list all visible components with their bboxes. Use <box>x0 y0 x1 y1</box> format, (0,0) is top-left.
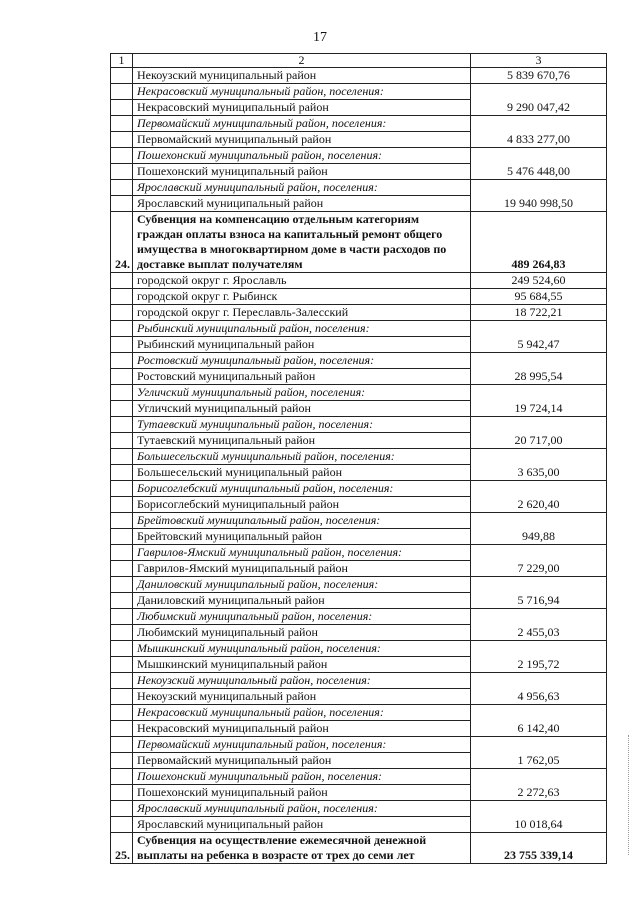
row-amount: 249 524,60 <box>471 273 607 289</box>
row-number <box>111 817 133 833</box>
row-name: Пошехонский муниципальный район <box>133 785 471 801</box>
row-number <box>111 401 133 417</box>
table-row <box>111 561 607 577</box>
row-number <box>111 321 133 337</box>
subgroup-row <box>111 641 607 657</box>
subgroup-row <box>111 84 607 100</box>
row-name: Угличский муниципальный район, поселения: <box>133 385 471 401</box>
row-amount <box>471 321 607 337</box>
row-number: 25. <box>111 833 133 864</box>
row-name: Пошехонский муниципальный район <box>133 164 471 180</box>
table-row <box>111 337 607 353</box>
row-number <box>111 369 133 385</box>
row-name: Некоузский муниципальный район, поселения: <box>133 673 471 689</box>
row-name: Любимский муниципальный район <box>133 625 471 641</box>
row-name: Некрасовский муниципальный район, поселения: <box>133 705 471 721</box>
row-name: Ярославский муниципальный район, поселения: <box>133 801 471 817</box>
table-row <box>111 657 607 673</box>
table-row <box>111 273 607 289</box>
row-name: Брейтовский муниципальный район <box>133 529 471 545</box>
row-number <box>111 449 133 465</box>
table-row <box>111 68 607 84</box>
row-amount: 2 272,63 <box>471 785 607 801</box>
subgroup-row <box>111 148 607 164</box>
row-name: Даниловский муниципальный район <box>133 593 471 609</box>
row-number <box>111 705 133 721</box>
row-amount <box>471 353 607 369</box>
row-name: Ярославский муниципальный район <box>133 196 471 212</box>
row-number <box>111 433 133 449</box>
row-name: Некоузский муниципальный район <box>133 689 471 705</box>
scan-edge-mark <box>628 735 631 855</box>
row-name: Тутаевский муниципальный район <box>133 433 471 449</box>
row-number <box>111 737 133 753</box>
row-amount: 949,88 <box>471 529 607 545</box>
row-name: Некрасовский муниципальный район <box>133 721 471 737</box>
row-amount: 10 018,64 <box>471 817 607 833</box>
row-name: Борисоглебский муниципальный район, поселения: <box>133 481 471 497</box>
row-number <box>111 721 133 737</box>
row-number <box>111 577 133 593</box>
row-number <box>111 132 133 148</box>
row-number <box>111 417 133 433</box>
row-name: городской округ г. Ярославль <box>133 273 471 289</box>
subgroup-row <box>111 705 607 721</box>
table-row <box>111 164 607 180</box>
table-row <box>111 465 607 481</box>
row-number <box>111 609 133 625</box>
row-amount <box>471 417 607 433</box>
row-name: Некрасовский муниципальный район, поселения: <box>133 84 471 100</box>
row-amount <box>471 116 607 132</box>
row-name: Первомайский муниципальный район, поселения: <box>133 116 471 132</box>
table-row <box>111 433 607 449</box>
row-number <box>111 753 133 769</box>
row-amount: 20 717,00 <box>471 433 607 449</box>
row-amount <box>471 577 607 593</box>
row-number: 24. <box>111 212 133 273</box>
row-amount: 1 762,05 <box>471 753 607 769</box>
table-row <box>111 196 607 212</box>
subgroup-row <box>111 449 607 465</box>
row-name: городской округ г. Рыбинск <box>133 289 471 305</box>
subgroup-row <box>111 513 607 529</box>
subgroup-row <box>111 321 607 337</box>
row-amount <box>471 84 607 100</box>
row-amount <box>471 449 607 465</box>
row-number <box>111 100 133 116</box>
table-row <box>111 401 607 417</box>
row-amount: 9 290 047,42 <box>471 100 607 116</box>
row-number <box>111 196 133 212</box>
row-name: Любимский муниципальный район, поселения: <box>133 609 471 625</box>
table-row <box>111 100 607 116</box>
row-amount: 2 195,72 <box>471 657 607 673</box>
table-row <box>111 817 607 833</box>
row-amount <box>471 737 607 753</box>
row-number <box>111 785 133 801</box>
row-number <box>111 84 133 100</box>
subgroup-row <box>111 737 607 753</box>
table-row <box>111 785 607 801</box>
subvention-table <box>110 53 607 864</box>
row-number <box>111 673 133 689</box>
row-amount: 2 455,03 <box>471 625 607 641</box>
row-amount: 3 635,00 <box>471 465 607 481</box>
row-number <box>111 353 133 369</box>
row-amount <box>471 180 607 196</box>
subgroup-row <box>111 577 607 593</box>
row-amount <box>471 513 607 529</box>
row-name: Борисоглебский муниципальный район <box>133 497 471 513</box>
row-amount: 489 264,83 <box>471 212 607 273</box>
row-amount: 5 839 670,76 <box>471 68 607 84</box>
row-number <box>111 337 133 353</box>
row-name: Ярославский муниципальный район <box>133 817 471 833</box>
row-name: Субвенция на компенсацию отдельным категориям граждан оплаты взноса на капитальный ремонт общего имущества в многоквартирном доме в части расходов по доставке выплат получателям <box>133 212 471 273</box>
row-amount <box>471 641 607 657</box>
row-name: Некрасовский муниципальный район <box>133 100 471 116</box>
row-amount <box>471 385 607 401</box>
row-amount: 28 995,54 <box>471 369 607 385</box>
row-name: Большесельский муниципальный район <box>133 465 471 481</box>
table-row <box>111 529 607 545</box>
subgroup-row <box>111 417 607 433</box>
row-number <box>111 305 133 321</box>
row-amount <box>471 769 607 785</box>
row-number <box>111 289 133 305</box>
subgroup-row <box>111 481 607 497</box>
row-name: Мышкинский муниципальный район <box>133 657 471 673</box>
table-body <box>111 54 607 864</box>
row-name: Рыбинский муниципальный район <box>133 337 471 353</box>
row-name: Большесельский муниципальный район, поселения: <box>133 449 471 465</box>
subgroup-row <box>111 116 607 132</box>
row-amount <box>471 148 607 164</box>
row-amount: 2 620,40 <box>471 497 607 513</box>
row-number <box>111 497 133 513</box>
row-amount: 95 684,55 <box>471 289 607 305</box>
subgroup-row <box>111 673 607 689</box>
row-number <box>111 657 133 673</box>
row-name: Пошехонский муниципальный район, поселения: <box>133 769 471 785</box>
row-amount <box>471 801 607 817</box>
subgroup-row <box>111 180 607 196</box>
row-amount <box>471 545 607 561</box>
row-amount: 7 229,00 <box>471 561 607 577</box>
row-number <box>111 164 133 180</box>
row-name: Ярославский муниципальный район, поселения: <box>133 180 471 196</box>
row-amount <box>471 705 607 721</box>
row-amount <box>471 673 607 689</box>
header-col-amount: 3 <box>471 54 607 68</box>
row-number <box>111 529 133 545</box>
row-number <box>111 689 133 705</box>
row-number <box>111 116 133 132</box>
row-number <box>111 769 133 785</box>
table-row <box>111 753 607 769</box>
row-name: Гаврилов-Ямский муниципальный район <box>133 561 471 577</box>
row-number <box>111 593 133 609</box>
table-row <box>111 497 607 513</box>
row-name: Мышкинский муниципальный район, поселения: <box>133 641 471 657</box>
row-number <box>111 641 133 657</box>
subgroup-row <box>111 801 607 817</box>
subgroup-row <box>111 353 607 369</box>
row-number <box>111 801 133 817</box>
table-row <box>111 721 607 737</box>
header-col-name: 2 <box>133 54 471 68</box>
row-amount: 5 942,47 <box>471 337 607 353</box>
row-name: Первомайский муниципальный район <box>133 132 471 148</box>
row-name: Тутаевский муниципальный район, поселения: <box>133 417 471 433</box>
row-number <box>111 481 133 497</box>
row-name: Рыбинский муниципальный район, поселения: <box>133 321 471 337</box>
header-col-number: 1 <box>111 54 133 68</box>
table-row <box>111 305 607 321</box>
table-row <box>111 289 607 305</box>
table-header-row <box>111 54 607 68</box>
row-name: городской округ г. Переславль-Залесский <box>133 305 471 321</box>
row-name: Некоузский муниципальный район <box>133 68 471 84</box>
row-number <box>111 561 133 577</box>
row-number <box>111 545 133 561</box>
row-name: Гаврилов-Ямский муниципальный район, поселения: <box>133 545 471 561</box>
row-number <box>111 625 133 641</box>
row-name: Пошехонский муниципальный район, поселения: <box>133 148 471 164</box>
row-name: Угличский муниципальный район <box>133 401 471 417</box>
row-name: Субвенция на осуществление ежемесячной денежной выплаты на ребенка в возрасте от трех до семи лет <box>133 833 471 864</box>
row-amount: 5 476 448,00 <box>471 164 607 180</box>
table-row <box>111 625 607 641</box>
table-row <box>111 369 607 385</box>
section-title-row <box>111 212 607 273</box>
table-row <box>111 689 607 705</box>
row-amount: 18 722,21 <box>471 305 607 321</box>
row-number <box>111 513 133 529</box>
row-amount: 19 724,14 <box>471 401 607 417</box>
row-amount: 6 142,40 <box>471 721 607 737</box>
row-number <box>111 68 133 84</box>
row-name: Брейтовский муниципальный район, поселения: <box>133 513 471 529</box>
row-number <box>111 465 133 481</box>
row-amount <box>471 609 607 625</box>
row-amount: 19 940 998,50 <box>471 196 607 212</box>
row-name: Даниловский муниципальный район, поселения: <box>133 577 471 593</box>
subgroup-row <box>111 545 607 561</box>
subgroup-row <box>111 385 607 401</box>
page-number: 17 <box>313 30 327 45</box>
row-number <box>111 180 133 196</box>
row-number <box>111 273 133 289</box>
row-amount: 23 755 339,14 <box>471 833 607 864</box>
row-name: Ростовский муниципальный район, поселения: <box>133 353 471 369</box>
row-amount: 5 716,94 <box>471 593 607 609</box>
section-title-row <box>111 833 607 864</box>
table-row <box>111 132 607 148</box>
row-name: Первомайский муниципальный район <box>133 753 471 769</box>
row-name: Первомайский муниципальный район, поселения: <box>133 737 471 753</box>
subgroup-row <box>111 769 607 785</box>
row-amount: 4 833 277,00 <box>471 132 607 148</box>
row-amount: 4 956,63 <box>471 689 607 705</box>
row-number <box>111 148 133 164</box>
subgroup-row <box>111 609 607 625</box>
table-row <box>111 593 607 609</box>
row-name: Ростовский муниципальный район <box>133 369 471 385</box>
row-number <box>111 385 133 401</box>
row-amount <box>471 481 607 497</box>
